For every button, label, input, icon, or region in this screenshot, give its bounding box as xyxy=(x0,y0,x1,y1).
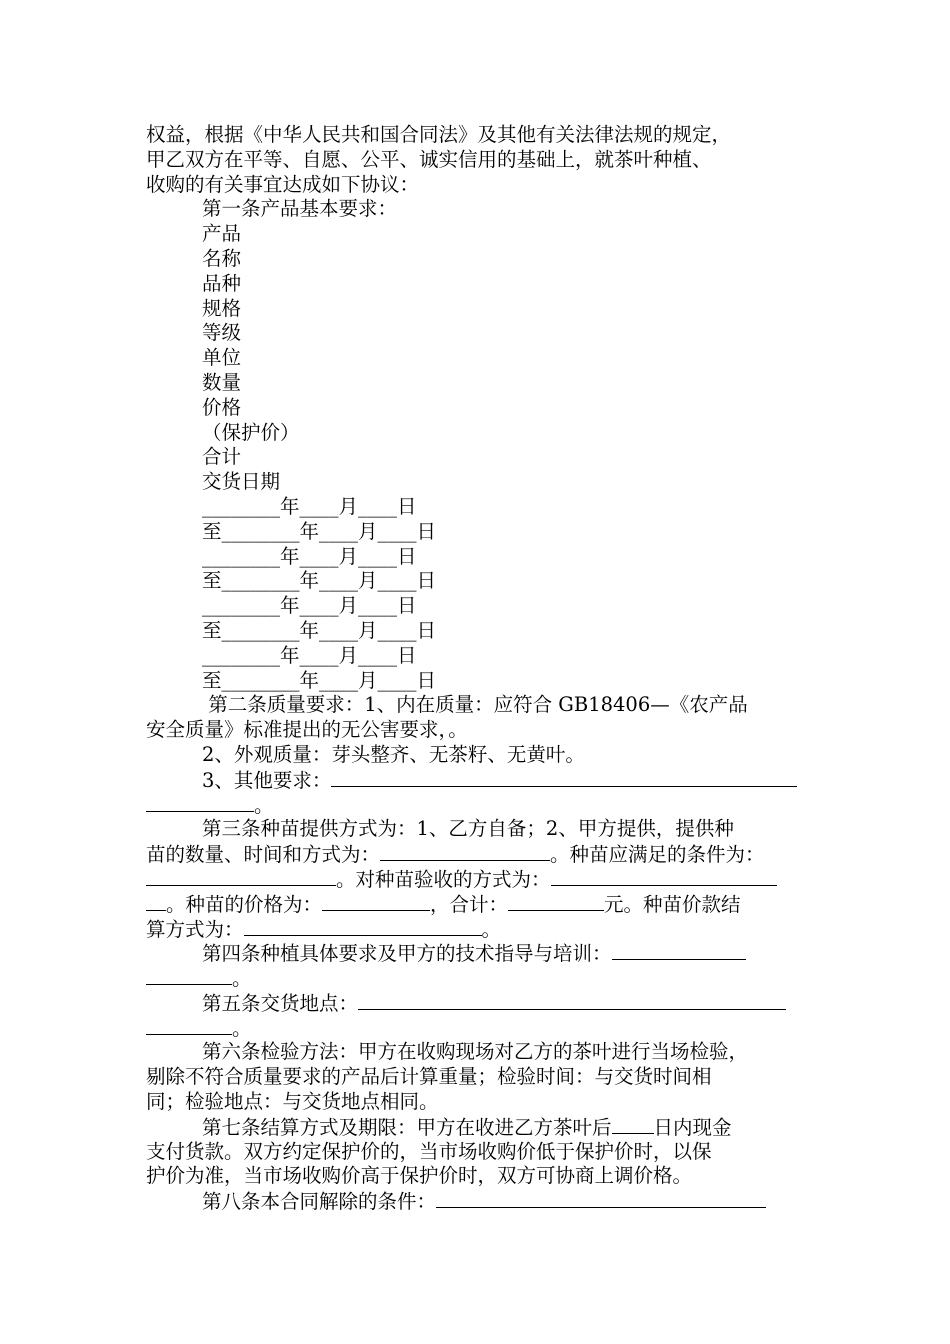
blank-field[interactable] xyxy=(146,867,336,886)
date-row: ________年____月____日 xyxy=(202,594,417,618)
article-7-line: 护价为准，当市场收购价高于保护价时，双方可协商上调价格。 xyxy=(146,1164,693,1188)
article-3-line: 。种苗的价格为： ，合计： 元。种苗价款结 xyxy=(146,892,810,917)
article-6-line: 第六条检验方法：甲方在收购现场对乙方的茶叶进行当场检验， xyxy=(202,1040,749,1064)
blank-field[interactable] xyxy=(146,1016,232,1035)
intro-line: 权益，根据《中华人民共和国合同法》及其他有关法律法规的规定， xyxy=(146,123,732,146)
blank-field[interactable] xyxy=(508,892,604,911)
field-label: 数量 xyxy=(202,370,242,394)
date-row: 至________年____月____日 xyxy=(202,668,437,692)
blank-field[interactable] xyxy=(146,892,166,911)
other-requirements-label: 3、其他要求： xyxy=(202,768,332,792)
article-2-line xyxy=(146,768,810,793)
field-label: 单位 xyxy=(202,346,242,370)
blank-field[interactable] xyxy=(358,991,786,1010)
date-row: 至________年____月____日 xyxy=(202,519,437,543)
article-4-line: 。 xyxy=(146,966,810,991)
blank-field[interactable] xyxy=(612,1115,654,1134)
article-2-line: 第二条质量要求：1、内在质量：应符合 GB18406—《农产品 xyxy=(202,693,748,717)
intro-line: 收购的有关事宜达成如下协议： xyxy=(146,172,420,196)
article-5-line: 第五条交货地点： xyxy=(146,991,810,1016)
article-8-line: 第八条本合同解除的条件： xyxy=(146,1189,810,1214)
date-row: 至________年____月____日 xyxy=(202,569,437,593)
intro-line: 甲乙双方在平等、自愿、公平、诚实信用的基础上，就茶叶种植、 xyxy=(146,147,712,171)
field-label: 等级 xyxy=(202,321,242,345)
article-3-line: 算方式为： 。 xyxy=(146,917,502,941)
date-row: ________年____月____日 xyxy=(202,544,417,568)
date-row: 至________年____月____日 xyxy=(202,618,437,642)
blank-field[interactable] xyxy=(244,917,482,936)
article-4-line: 第四条种植具体要求及甲方的技术指导与培训： xyxy=(146,941,810,966)
field-label: 规格 xyxy=(202,296,242,320)
article-3-line: 苗的数量、时间和方式为： 。种苗应满足的条件为： xyxy=(146,843,765,867)
blank-field[interactable] xyxy=(436,1189,766,1208)
blank-field[interactable] xyxy=(380,842,550,861)
article-6-line: 剔除不符合质量要求的产品后计算重量；检验时间：与交货时间相 xyxy=(146,1065,712,1089)
article-7-line: 第七条结算方式及期限：甲方在收进乙方茶叶后 日内现金 xyxy=(202,1115,732,1139)
blank-field[interactable] xyxy=(551,867,777,886)
blank-field[interactable] xyxy=(322,892,430,911)
article-1-title: 第一条产品基本要求： xyxy=(202,197,398,221)
blank-field[interactable] xyxy=(612,941,746,960)
date-row: ________年____月____日 xyxy=(202,494,417,518)
field-label: （保护价） xyxy=(202,420,300,444)
field-label: 合计 xyxy=(202,445,242,469)
article-2-line: 。 xyxy=(146,793,810,818)
contract-page xyxy=(146,123,810,1214)
article-3-line: 。对种苗验收的方式为： xyxy=(146,867,810,892)
article-3-line: 第三条种苗提供方式为：1、乙方自备；2、甲方提供，提供种 xyxy=(202,817,734,841)
article-6-line: 同；检验地点：与交货地点相同。 xyxy=(146,1090,439,1114)
field-label: 产品 xyxy=(202,222,242,246)
article-5-line: 。 xyxy=(146,1016,810,1041)
field-label: 价格 xyxy=(202,395,242,419)
blank-field[interactable] xyxy=(146,966,232,985)
article-2-line: 安全质量》标准提出的无公害要求，。 xyxy=(146,718,468,742)
article-7-line: 支付货款。双方约定保护价的，当市场收购价低于保护价时，以保 xyxy=(146,1139,712,1163)
field-label: 名称 xyxy=(202,246,242,270)
date-row: ________年____月____日 xyxy=(202,643,417,667)
field-label: 交货日期 xyxy=(202,470,281,494)
field-label: 品种 xyxy=(202,271,242,295)
article-2-line: 2、外观质量：芽头整齐、无茶籽、无黄叶。 xyxy=(202,742,585,766)
blank-field[interactable] xyxy=(331,768,797,787)
blank-field[interactable] xyxy=(146,793,254,812)
